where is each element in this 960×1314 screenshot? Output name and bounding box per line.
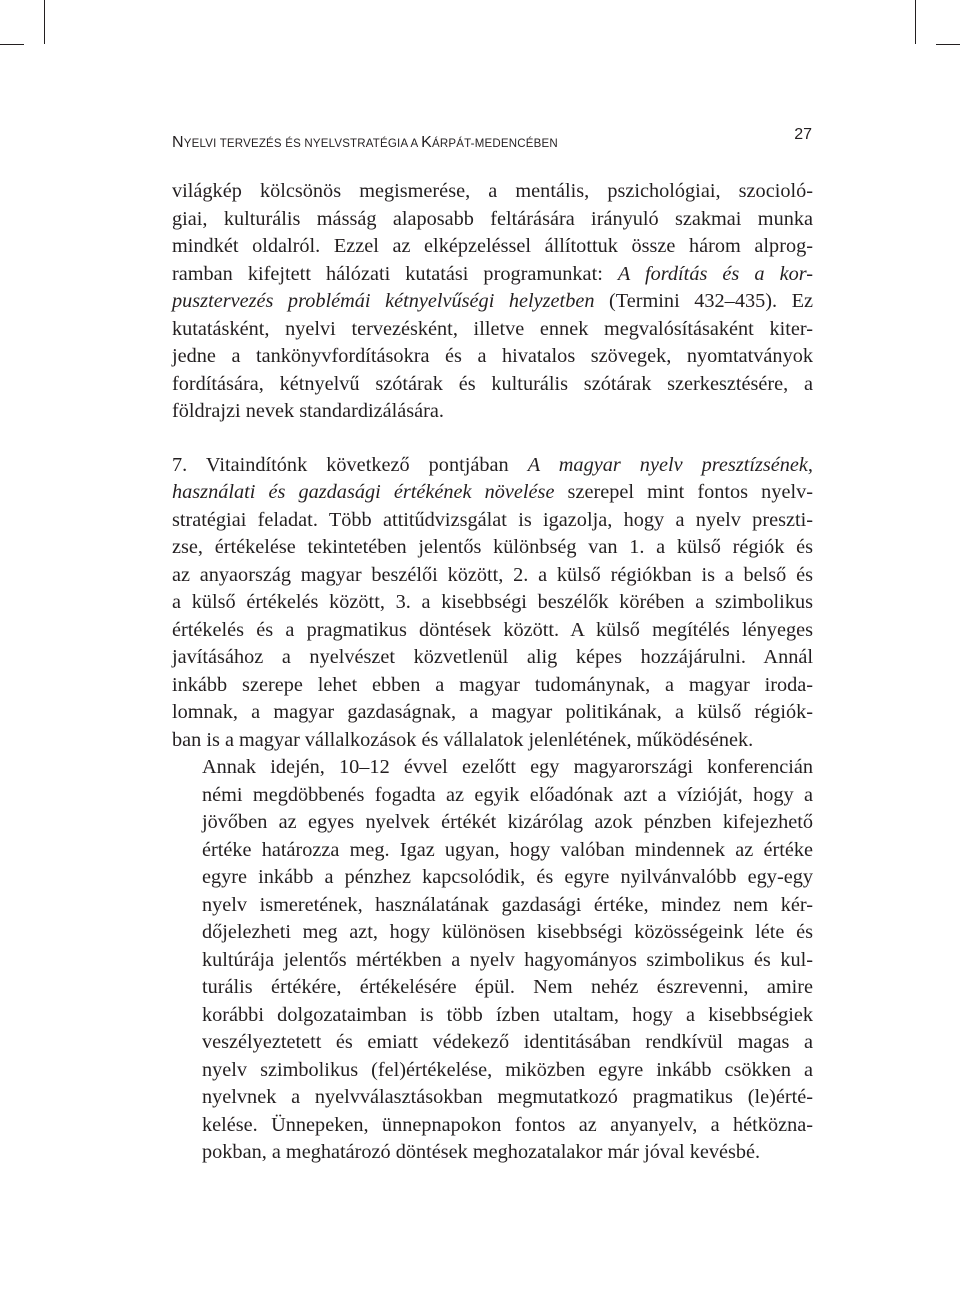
text-segment: nyelvnek a nyelvválasztásokban megmutatkozó pragmatikus (le)érté- [202,1086,813,1108]
text-segment: korábbi dolgozataimban is több ízben utaltam, hogy a kisebbségiek [202,1003,813,1026]
text-line [172,727,813,755]
text-line [172,617,813,645]
text-segment: világkép kölcsönös megismerése, a mentális, pszichológiai, szocioló- [172,180,813,202]
text-line [172,1057,813,1085]
running-head-part: K [421,134,432,151]
crop-mark-top-left-horizontal [0,44,24,45]
text-segment: dőjelezheti meg azt, hogy különösen kisebbségi közösségeink léte és [202,921,813,943]
text-segment: kultúrája jelentős mértékben a nyelv hagyományos szimbolikus és kul- [202,948,813,971]
text-segment: az anyaország magyar beszélői között, 2. a külső régiókban is a belső és [172,563,813,586]
text-line [172,1002,813,1030]
paragraph-1 [172,178,813,426]
text-line [172,754,813,782]
text-line [172,782,813,810]
text-line [172,562,813,590]
text-segment: nyelv ismeretének, használatának gazdasági értéke, mindez nem kér- [202,893,813,916]
text-line [172,288,813,316]
text-line [172,589,813,617]
text-line [172,233,813,261]
text-line [172,452,813,480]
text-line [172,809,813,837]
text-line [172,206,813,234]
text-segment: földrajzi nevek standardizálására. [172,400,444,422]
text-segment: stratégiai feladat. Több attitűdvizsgálat is igazolja, hogy a nyelv preszti- [172,508,813,531]
italic-text-segment: használati és gazdasági értékének növelése [172,481,555,503]
text-line [172,479,813,507]
text-line [172,316,813,344]
paragraph-3 [172,754,813,1167]
text-line [172,672,813,700]
italic-text-segment: A magyar nyelv presztízsének, [527,453,813,476]
text-segment: ban is a magyar vállalkozások és vállalatok jelenlétének, működésének. [172,728,754,751]
text-line [172,919,813,947]
paragraph-2 [172,452,813,755]
crop-mark-top-left [44,0,45,44]
page-number: 27 [794,126,812,143]
text-line [172,974,813,1002]
text-line [172,947,813,975]
text-line [172,864,813,892]
text-line [172,507,813,535]
text-segment: nyelv szimbolikus (fel)értékelése, miközben egyre inkább csökken a [202,1058,813,1081]
text-segment: értéke határozza meg. Igaz ugyan, hogy valóban mindennek az értéke [202,838,813,861]
running-head-part: YELVI TERVEZÉS ÉS NYELVSTRATÉGIA A [183,138,422,150]
text-line [172,1029,813,1057]
text-segment: (Termini 432–435). Ez [594,290,813,312]
text-line [172,837,813,865]
text-segment: 7. Vitaindítónk következő pontjában [172,453,528,476]
text-segment: fordítására, kétnyelvű szótárak és kulturális szótárak szerkesztésére, a [172,372,813,395]
text-line [172,261,813,289]
running-head-part: ÁRPÁT-MEDENCÉBEN [431,138,558,150]
text-line [172,1112,813,1140]
text-segment: kutatásként, nyelvi tervezésként, illetve ennek megvalósításaként kiter- [172,317,813,340]
text-segment: a külső értékelés között, 3. a kisebbségi beszélők körében a szimbolikus [172,591,813,613]
italic-text-segment: pusztervezés problémái kétnyelvűségi helyzetben [172,290,595,312]
text-line [172,178,813,206]
text-segment: turális értékére, értékelésére épül. Nem nehéz észrevenni, amire [202,976,813,998]
text-line [172,371,813,399]
text-segment: egyre inkább a pénzhez kapcsolódik, és egyre nyilvánvalóbb egy-egy [202,866,813,888]
text-segment: mindkét oldalról. Ezzel az elképzeléssel állítottuk össze három alprog- [172,235,813,257]
text-line [172,892,813,920]
italic-text-segment: A fordítás és a kor- [617,262,813,285]
text-line [172,534,813,562]
text-segment: Annak idején, 10–12 évvel ezelőtt egy magyarországi konferencián [202,756,813,778]
text-line [172,699,813,727]
crop-mark-top-right [915,0,916,44]
body-text [172,178,813,1167]
text-segment: jedne a tankönyvfordításokra és a hivatalos szövegek, nyomtatványok [172,345,813,367]
text-segment: inkább szerepe lehet ebben a magyar tudománynak, a magyar iroda- [172,673,813,696]
text-line [172,398,813,426]
text-line [172,1084,813,1112]
text-segment: pokban, a meghatározó döntések meghozatalakor már jóval kevésbé. [202,1141,761,1163]
text-segment: zse, értékelése tekintetében jelentős különbség van 1. a külső régiók és [172,536,813,558]
text-segment: szerepel mint fontos nyelv- [554,481,813,503]
text-segment: jövőben az egyes nyelvek értékét kizárólag azok pénzben kifejezhető [202,811,813,833]
running-head-part: N [172,134,184,151]
text-segment: értékelés és a pragmatikus döntések között. A külső megítélés lényeges [172,618,813,641]
text-line [172,1139,813,1167]
text-segment: kelése. Ünnepeken, ünnepnapokon fontos az anyanyelv, a hétközna- [202,1113,813,1136]
text-segment: veszélyeztetett és emiatt védekező identitásában rendkívül magas a [202,1031,813,1053]
text-segment: giai, kulturális másság alaposabb feltárására irányuló szakmai munka [172,207,813,230]
text-segment: ramban kifejtett hálózati kutatási programunkat: [172,262,618,285]
crop-mark-top-right-horizontal [936,44,960,45]
text-segment: némi megdöbbenés fogadta az egyik előadónak azt a vízióját, hogy a [202,783,813,806]
text-line [172,644,813,672]
text-segment: lomnak, a magyar gazdaságnak, a magyar politikának, a külső régiók- [172,701,813,723]
running-head [172,134,558,152]
text-line [172,343,813,371]
text-segment: javításához a nyelvészet közvetlenül alig képes hozzájárulni. Annál [172,646,813,668]
